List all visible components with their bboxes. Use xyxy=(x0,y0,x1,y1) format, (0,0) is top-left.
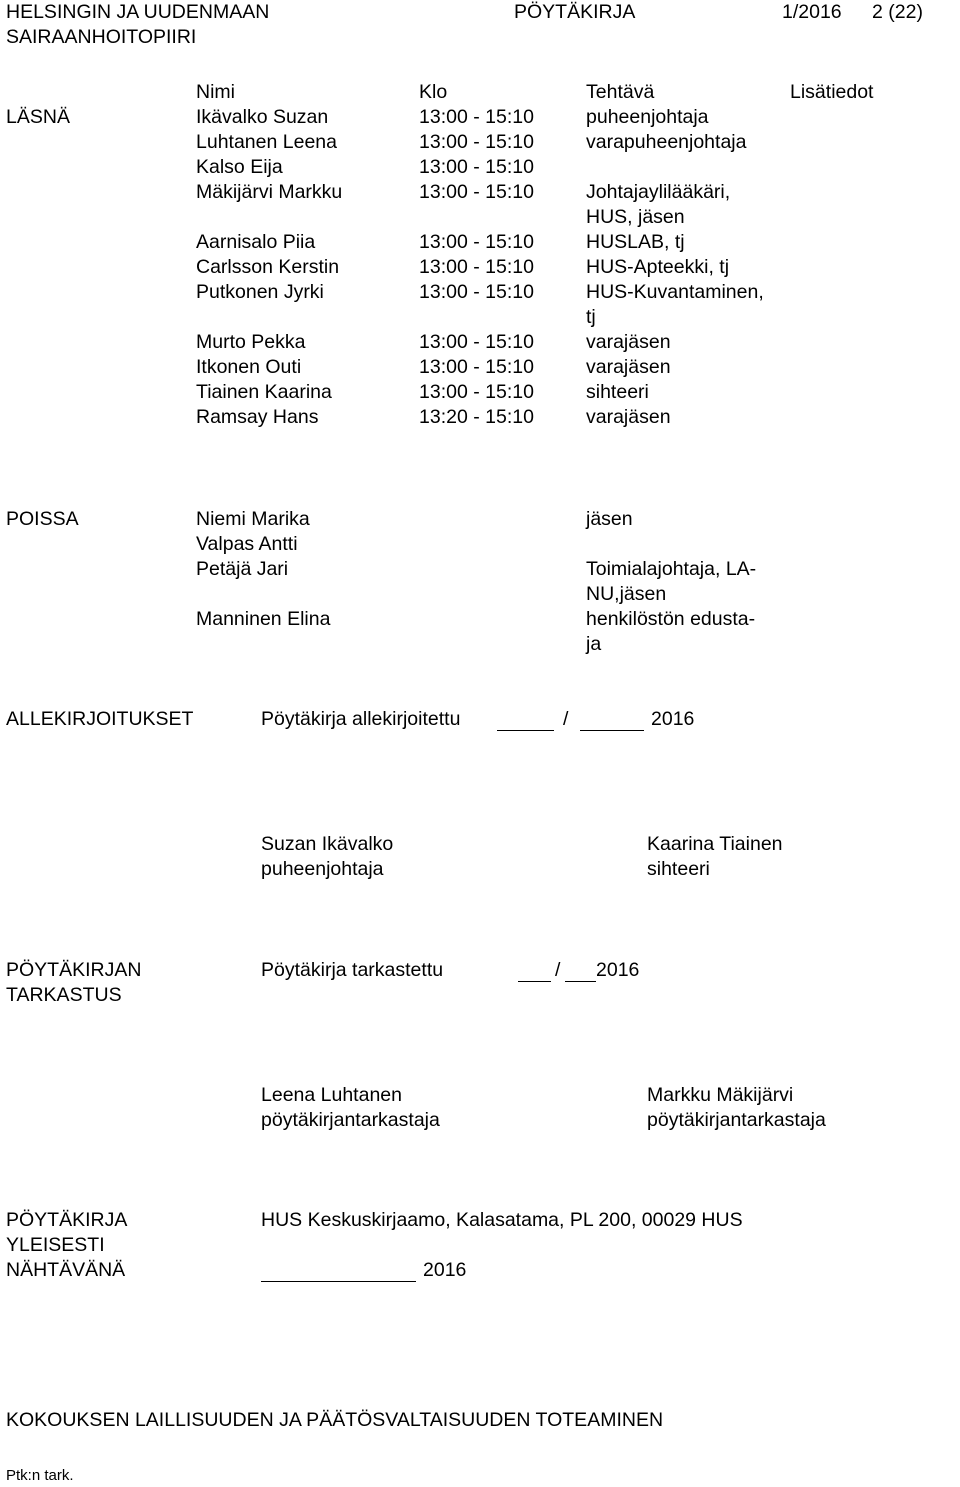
public-location: HUS Keskuskirjaamo, Kalasatama, PL 200, 00029 HUS xyxy=(261,1209,743,1231)
attendee-role: varajäsen xyxy=(586,331,671,353)
attendee-name: Putkonen Jyrki xyxy=(196,281,324,303)
reviewer-title: pöytäkirjantarkastaja xyxy=(261,1109,440,1131)
attendee-name: Itkonen Outi xyxy=(196,356,302,378)
section-title: KOKOUKSEN LAILLISUUDEN JA PÄÄTÖSVALTAISUUDEN TOTEAMINEN xyxy=(6,1409,664,1431)
attendee-role: Johtajaylilääkäri, xyxy=(586,181,731,203)
public-date-blank xyxy=(261,1281,416,1282)
attendee-name: Tiainen Kaarina xyxy=(196,381,332,403)
present-label: LÄSNÄ xyxy=(6,106,70,128)
signed-year: 2016 xyxy=(651,708,695,730)
attendee-time: 13:00 - 15:10 xyxy=(419,106,534,128)
footer-note: Ptk:n tark. xyxy=(6,1467,74,1484)
attendee-role: HUS-Kuvantaminen, xyxy=(586,281,764,303)
attendee-time: 13:00 - 15:10 xyxy=(419,156,534,178)
col-header-role: Tehtävä xyxy=(586,81,655,103)
public-year: 2016 xyxy=(423,1259,467,1281)
attendee-name: Ikävalko Suzan xyxy=(196,106,329,128)
review-label-line2: TARKASTUS xyxy=(6,984,122,1006)
attendee-role: HUSLAB, tj xyxy=(586,231,685,253)
attendee-time: 13:00 - 15:10 xyxy=(419,231,534,253)
attendee-name: Carlsson Kerstin xyxy=(196,256,340,278)
attendee-name: Mäkijärvi Markku xyxy=(196,181,343,203)
attendee-name: Aarnisalo Piia xyxy=(196,231,316,253)
col-header-time: Klo xyxy=(419,81,448,103)
absentee-name: Manninen Elina xyxy=(196,608,331,630)
signer-name: Kaarina Tiainen xyxy=(647,833,783,855)
checked-day-blank xyxy=(518,981,551,982)
absentee-role: henkilöstön edusta- xyxy=(586,608,756,630)
reviewer-name: Markku Mäkijärvi xyxy=(647,1084,794,1106)
absentee-role-cont: ja xyxy=(586,633,602,655)
col-header-name: Nimi xyxy=(196,81,235,103)
absentee-role: jäsen xyxy=(586,508,633,530)
absent-label: POISSA xyxy=(6,508,79,530)
reviewer-name: Leena Luhtanen xyxy=(261,1084,402,1106)
attendee-time: 13:00 - 15:10 xyxy=(419,356,534,378)
absentee-role-cont: NU,jäsen xyxy=(586,583,667,605)
attendee-name: Luhtanen Leena xyxy=(196,131,337,153)
doc-number: 1/2016 xyxy=(782,1,842,23)
attendee-role-cont: tj xyxy=(586,306,596,328)
signer-title: sihteeri xyxy=(647,858,710,880)
attendee-time: 13:00 - 15:10 xyxy=(419,331,534,353)
attendee-name: Kalso Eija xyxy=(196,156,283,178)
checked-text: Pöytäkirja tarkastettu xyxy=(261,959,444,981)
checked-slash: / xyxy=(555,959,561,981)
page-number: 2 (22) xyxy=(872,1,923,23)
public-label-line3: NÄHTÄVÄNÄ xyxy=(6,1259,126,1281)
org-name-line2: SAIRAANHOITOPIIRI xyxy=(6,26,197,48)
absentee-role: Toimialajohtaja, LA- xyxy=(586,558,757,580)
signed-slash: / xyxy=(563,708,569,730)
attendee-role: sihteeri xyxy=(586,381,649,403)
checked-month-blank xyxy=(565,981,596,982)
col-header-notes: Lisätiedot xyxy=(790,81,874,103)
attendee-role: varajäsen xyxy=(586,356,671,378)
absentee-name: Niemi Marika xyxy=(196,508,310,530)
attendee-name: Ramsay Hans xyxy=(196,406,319,428)
signer-name: Suzan Ikävalko xyxy=(261,833,394,855)
attendee-time: 13:00 - 15:10 xyxy=(419,381,534,403)
signer-title: puheenjohtaja xyxy=(261,858,384,880)
review-label-line1: PÖYTÄKIRJAN xyxy=(6,959,142,981)
signed-day-blank xyxy=(497,730,554,731)
signatures-label: ALLEKIRJOITUKSET xyxy=(6,708,194,730)
absentee-name: Petäjä Jari xyxy=(196,558,289,580)
attendee-time: 13:00 - 15:10 xyxy=(419,131,534,153)
attendee-role: varajäsen xyxy=(586,406,671,428)
checked-year: 2016 xyxy=(596,959,640,981)
signed-month-blank xyxy=(580,730,644,731)
doc-type: PÖYTÄKIRJA xyxy=(514,1,636,23)
attendee-time: 13:20 - 15:10 xyxy=(419,406,534,428)
attendee-role: puheenjohtaja xyxy=(586,106,709,128)
org-name-line1: HELSINGIN JA UUDENMAAN xyxy=(6,1,270,23)
attendee-time: 13:00 - 15:10 xyxy=(419,256,534,278)
attendee-time: 13:00 - 15:10 xyxy=(419,281,534,303)
absentee-name: Valpas Antti xyxy=(196,533,298,555)
reviewer-title: pöytäkirjantarkastaja xyxy=(647,1109,826,1131)
signed-text: Pöytäkirja allekirjoitettu xyxy=(261,708,461,730)
attendee-name: Murto Pekka xyxy=(196,331,306,353)
attendee-role: varapuheenjohtaja xyxy=(586,131,747,153)
attendee-time: 13:00 - 15:10 xyxy=(419,181,534,203)
public-label-line1: PÖYTÄKIRJA xyxy=(6,1209,128,1231)
attendee-role: HUS-Apteekki, tj xyxy=(586,256,730,278)
attendee-role-cont: HUS, jäsen xyxy=(586,206,685,228)
public-label-line2: YLEISESTI xyxy=(6,1234,105,1256)
